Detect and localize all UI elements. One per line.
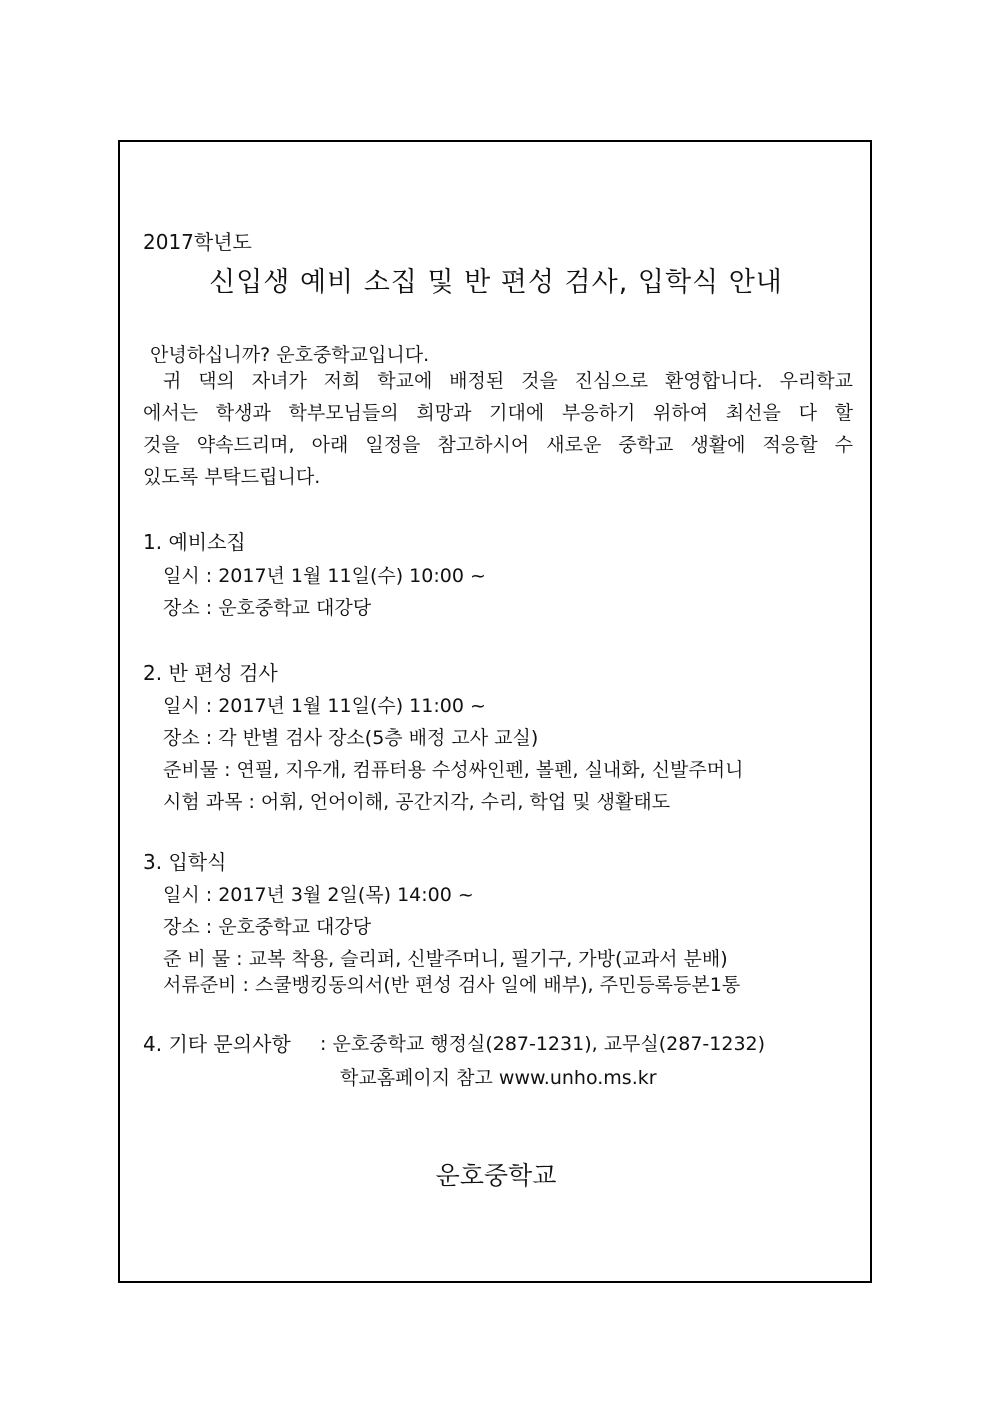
document-title: 신입생 예비 소집 및 반 편성 검사, 입학식 안내 bbox=[209, 267, 783, 298]
section-detail-place: 장소 : 운호중학교 대강당 bbox=[163, 597, 372, 619]
intro-line: 것을 약속드리며, 아래 일정을 참고하시어 새로운 중학교 생활에 적응할 수 bbox=[143, 434, 853, 456]
section-heading-inquiries: 4. 기타 문의사항 bbox=[143, 1032, 291, 1056]
section-detail-date: 일시 : 2017년 3월 2일(목) 14:00 ~ bbox=[163, 884, 474, 906]
intro-line: 귀 댁의 자녀가 저희 학교에 배정된 것을 진심으로 환영합니다. 우리학교 bbox=[163, 370, 853, 392]
section-detail-supplies: 준 비 물 : 교복 착용, 슬리퍼, 신발주머니, 필기구, 가방(교과서 분배) bbox=[163, 948, 728, 970]
section-detail-place: 장소 : 운호중학교 대강당 bbox=[163, 916, 372, 938]
section-detail-documents: 서류준비 : 스쿨뱅킹동의서(반 편성 검사 일에 배부), 주민등록등본1통 bbox=[163, 974, 741, 996]
section-detail-date: 일시 : 2017년 1월 11일(수) 10:00 ~ bbox=[163, 565, 486, 587]
intro-line: 있도록 부탁드립니다. bbox=[143, 466, 321, 488]
section-detail-date: 일시 : 2017년 1월 11일(수) 11:00 ~ bbox=[163, 695, 486, 717]
section-detail-place: 장소 : 각 반별 검사 장소(5층 배정 고사 교실) bbox=[163, 727, 539, 749]
school-year: 2017학년도 bbox=[143, 230, 252, 254]
intro-line: 에서는 학생과 학부모님들의 희망과 기대에 부응하기 위하여 최선을 다 할 bbox=[143, 402, 853, 424]
section-detail-supplies: 준비물 : 연필, 지우개, 컴퓨터용 수성싸인펜, 볼펜, 실내화, 신발주머니 bbox=[163, 759, 744, 781]
contact-homepage: 학교홈페이지 참고 www.unho.ms.kr bbox=[340, 1067, 657, 1089]
intro-greeting: 안녕하십니까? 운호중학교입니다. bbox=[150, 344, 430, 366]
contact-phone-numbers: : 운호중학교 행정실(287-1231), 교무실(287-1232) bbox=[320, 1033, 766, 1055]
section-heading-entrance-ceremony: 3. 입학식 bbox=[143, 850, 227, 874]
section-detail-subjects: 시험 과목 : 어휘, 언어이해, 공간지각, 수리, 학업 및 생활태도 bbox=[163, 791, 671, 813]
section-heading-class-placement-test: 2. 반 편성 검사 bbox=[143, 661, 278, 685]
section-heading-preliminary-gathering: 1. 예비소집 bbox=[143, 530, 246, 554]
school-signature: 운호중학교 bbox=[435, 1161, 557, 1190]
